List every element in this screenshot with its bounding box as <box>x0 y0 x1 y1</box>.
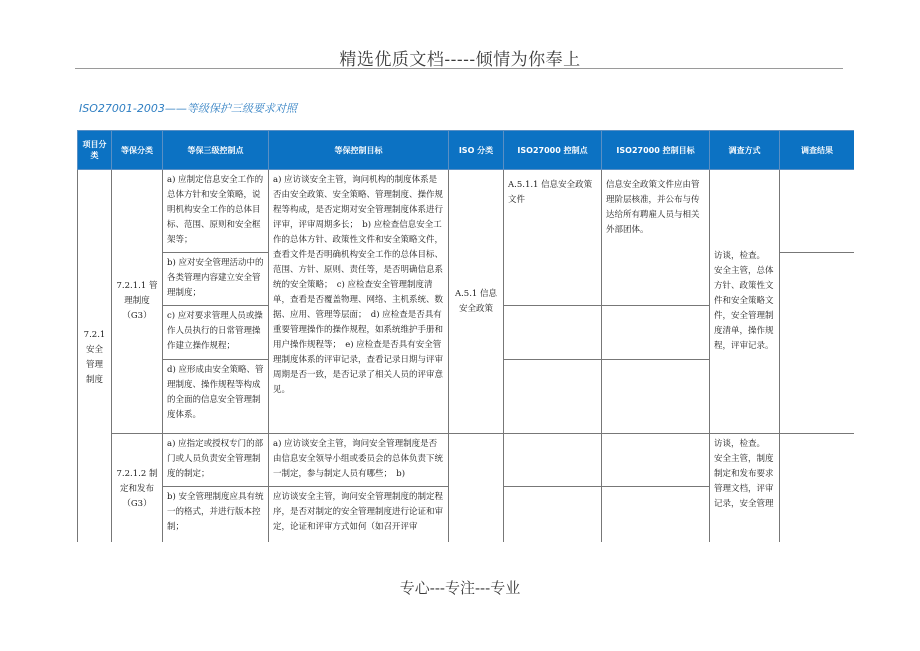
col-header-iso-category: ISO 分类 <box>449 131 504 170</box>
iso-point-cell <box>504 306 602 360</box>
survey-result-cell <box>780 170 855 253</box>
comparison-table-container <box>77 130 854 542</box>
iso-objective-cell: 信息安全政策文件应由管理阶层核准，并公布与传达给所有聘雇人员与相关外部团体。 <box>602 170 710 306</box>
table-row <box>78 434 855 487</box>
control-point-cell: b) 应对安全管理活动中的各类管理内容建立安全管理制度； <box>163 253 269 306</box>
sub2-category-cell: 7.2.1.2 制定和发布（G3） <box>112 434 163 543</box>
header-divider <box>75 68 843 69</box>
iso-point-cell <box>504 487 602 543</box>
iso-point-cell <box>504 434 602 487</box>
control-objective-cell: a) 应访谈安全主管，询问安全管理制度是否由信息安全领导小组或委员会的总体负责下统一制定，参与制定人员有哪些； b) <box>269 434 449 487</box>
document-subtitle: ISO27001-2003——等级保护三级要求对照 <box>79 102 297 115</box>
survey-method-cell: 访谈，检查。 安全主管，制度制定和发布要求管理文档，评审记录，安全管理 <box>710 434 780 543</box>
control-point-cell: c) 应对要求管理人员或操作人员执行的日常管理操作建立操作规程； <box>163 306 269 360</box>
col-header-iso-control-point: ISO27000 控制点 <box>504 131 602 170</box>
iso-objective-cell <box>602 434 710 487</box>
table-row <box>78 170 855 253</box>
iso-category-cell <box>449 434 504 543</box>
page-header-title: 精选优质文档-----倾情为你奉上 <box>339 50 581 70</box>
sub1-category-cell: 7.2.1.1 管理制度（G3） <box>112 170 163 434</box>
iso-category-cell: A.5.1 信息安全政策 <box>449 170 504 434</box>
survey-method-cell: 访谈，检查。 安全主管，总体方针、政策性文件和安全策略文件，安全管理制度清单，操作规程，评审记录。 <box>710 170 780 434</box>
col-header-iso-control-objective: ISO27000 控制目标 <box>602 131 710 170</box>
iso-point-cell <box>504 360 602 434</box>
control-objective-cell: 应访谈安全主管，询问安全管理制度的制定程序，是否对制定的安全管理制度进行论证和审定，论证和评审方式如何（如召开评审 <box>269 487 449 543</box>
control-point-cell: b) 安全管理制度应具有统一的格式，并进行版本控制； <box>163 487 269 543</box>
col-header-control-point: 等保三级控制点 <box>163 131 269 170</box>
control-point-cell: d) 应形成由安全策略、管理制度、操作规程等构成的全面的信息安全管理制度体系。 <box>163 360 269 434</box>
survey-result-cell <box>780 434 855 543</box>
comparison-table <box>77 130 854 542</box>
col-header-control-objective: 等保控制目标 <box>269 131 449 170</box>
item-category-cell: 7.2.1 安全管理制度 <box>78 170 112 543</box>
iso-objective-cell <box>602 360 710 434</box>
control-point-cell: a) 应指定或授权专门的部门或人员负责安全管理制度的制定； <box>163 434 269 487</box>
page-footer: 专心---专注---专业 <box>399 579 521 597</box>
control-point-cell: a) 应制定信息安全工作的总体方针和安全策略，说明机构安全工作的总体目标、范围、原则和安全框架等； <box>163 170 269 253</box>
col-header-item-category: 项目分类 <box>78 131 112 170</box>
col-header-survey-method: 调查方式 <box>710 131 780 170</box>
iso-objective-cell <box>602 487 710 543</box>
survey-result-cell <box>780 253 855 434</box>
iso-point-cell: A.5.1.1 信息安全政策文件 <box>504 170 602 306</box>
iso-objective-cell <box>602 306 710 360</box>
col-header-protection-category: 等保分类 <box>112 131 163 170</box>
table-header-row <box>78 131 855 170</box>
control-objective-cell: a) 应访谈安全主管，询问机构的制度体系是否由安全政策、安全策略、管理制度、操作规程等构成，是否定期对安全管理制度体系进行评审，评审周期多长； b) 应检查信息安全工作的总体方针、政策性文件和安全策略文件，查看文件是否明确机构安全工作的总体目标、范围、方针、原则、责任等，是否明确信息系统的安全策略； c) 应检查安全管理制度清单，查看是否覆盖物理、网络、主机系统、数据、应用、管理等层面； d) 应检查是否具有重要管理操作的操作规程，如系统维护手册和用户操作规程等； e) 应检查是否具有安全管理制度体系的评审记录，查看记录日期与评审周期是否一致，是否记录了相关人员的评审意见。 <box>269 170 449 434</box>
col-header-survey-result: 调查结果 <box>780 131 855 170</box>
